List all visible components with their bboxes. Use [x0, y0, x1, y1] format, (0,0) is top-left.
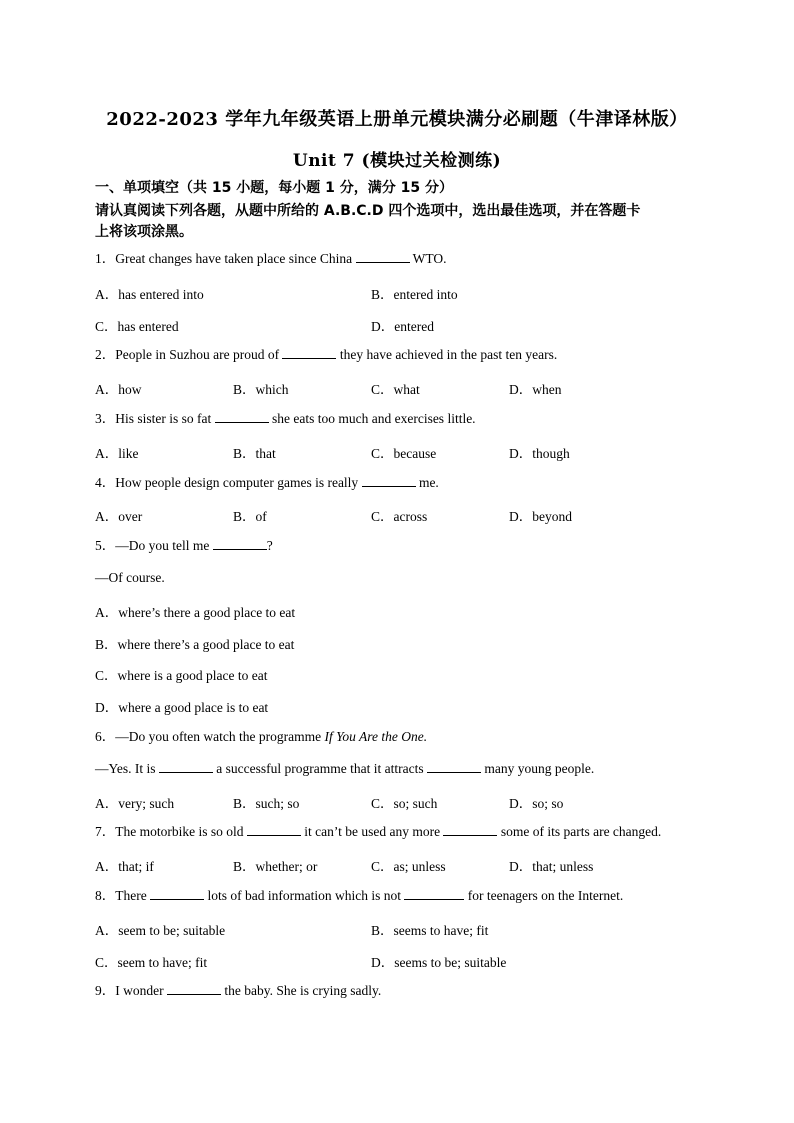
- question-7-stem: [95, 823, 661, 841]
- question-5-reply: —Of course.: [95, 570, 165, 585]
- question-8-option-b: B．seems to have; fit: [371, 923, 489, 938]
- answer-blank: [215, 410, 269, 423]
- answer-blank: [356, 250, 410, 263]
- question-8-option-d: D．seems to be; suitable: [371, 955, 507, 970]
- answer-blank: [362, 474, 416, 487]
- question-1-option-c: C．has entered: [95, 319, 179, 334]
- stem-text: the baby. She is crying sadly.: [220, 983, 382, 998]
- stem-text: for teenagers on the Internet.: [464, 888, 624, 903]
- stem-text: 1．Great changes have taken place since China: [95, 251, 356, 266]
- page-subtitle: Unit 7 (模块过关检测练): [292, 151, 502, 171]
- question-8-option-c: C．seem to have; fit: [95, 955, 208, 970]
- question-2-option-c: C．what: [371, 382, 420, 397]
- stem-text: 5．—Do you tell me: [95, 538, 213, 553]
- section-instruction-line-1: 请认真阅读下列各题，从题中所给的 A.B.C.D 四个选项中，选出最佳选项，并在答题卡: [95, 203, 641, 219]
- question-4-stem: [95, 474, 439, 492]
- question-5-option-a: A．where’s there a good place to eat: [95, 605, 296, 620]
- question-2-stem: [95, 346, 557, 364]
- stem-text: 8．There: [95, 888, 151, 903]
- question-6-reply: [95, 760, 594, 778]
- question-7-option-a: A．that; if: [95, 859, 154, 874]
- question-6-stem: [95, 728, 427, 746]
- question-6-option-c: C．so; such: [371, 796, 438, 811]
- question-2-option-a: A．how: [95, 382, 142, 397]
- question-6-option-a: A．very; such: [95, 796, 175, 811]
- question-7-option-d: D．that; unless: [509, 859, 594, 874]
- stem-text: ?: [266, 538, 273, 553]
- stem-text: a successful programme that it attracts: [212, 761, 427, 776]
- stem-text: 6．—Do you often watch the programme: [95, 729, 325, 744]
- question-1-option-a: A．has entered into: [95, 287, 204, 302]
- stem-text: me.: [415, 475, 439, 490]
- answer-blank: [159, 760, 213, 773]
- question-1-stem: [95, 250, 447, 268]
- question-5-stem: [95, 537, 273, 555]
- question-8-stem: [95, 887, 623, 905]
- stem-text: 3．His sister is so fat: [95, 411, 215, 426]
- question-1-option-d: D．entered: [371, 319, 434, 334]
- stem-text: WTO.: [409, 251, 447, 266]
- question-8-option-a: A．seem to be; suitable: [95, 923, 226, 938]
- stem-text: lots of bad information which is not: [204, 888, 405, 903]
- stem-text: many young people.: [480, 761, 595, 776]
- section-heading: 一、单项填空（共 15 小题，每小题 1 分，满分 15 分）: [95, 180, 453, 196]
- stem-text: 2．People in Suzhou are proud of: [95, 347, 283, 362]
- stem-text: they have achieved in the past ten years.: [336, 347, 558, 362]
- stem-text: she eats too much and exercises little.: [268, 411, 476, 426]
- answer-blank: [427, 760, 481, 773]
- question-9-stem: [95, 982, 381, 1000]
- section-instruction-line-2: 上将该项涂黑。: [95, 224, 193, 240]
- question-3-option-b: B．that: [233, 446, 276, 461]
- question-2-option-b: B．which: [233, 382, 289, 397]
- stem-text: some of its parts are changed.: [497, 824, 662, 839]
- answer-blank: [167, 982, 221, 995]
- question-3-option-c: C．because: [371, 446, 437, 461]
- answer-blank: [404, 887, 464, 900]
- question-6-option-b: B．such; so: [233, 796, 300, 811]
- question-6-option-d: D．so; so: [509, 796, 564, 811]
- stem-text: 7．The motorbike is so old: [95, 824, 247, 839]
- question-3-stem: [95, 410, 476, 428]
- question-3-option-a: A．like: [95, 446, 139, 461]
- answer-blank: [247, 823, 301, 836]
- answer-blank: [213, 537, 267, 550]
- answer-blank: [443, 823, 497, 836]
- stem-text: 4．How people design computer games is really: [95, 475, 362, 490]
- programme-title: If You Are the One.: [324, 729, 428, 744]
- question-7-option-b: B．whether; or: [233, 859, 318, 874]
- question-3-option-d: D．though: [509, 446, 570, 461]
- question-5-option-c: C．where is a good place to eat: [95, 668, 268, 683]
- question-4-option-c: C．across: [371, 509, 428, 524]
- question-4-option-a: A．over: [95, 509, 143, 524]
- question-5-option-b: B．where there’s a good place to eat: [95, 637, 295, 652]
- answer-blank: [150, 887, 204, 900]
- question-4-option-d: D．beyond: [509, 509, 572, 524]
- answer-blank: [282, 346, 336, 359]
- question-7-option-c: C．as; unless: [371, 859, 446, 874]
- page-title: 2022-2023 学年九年级英语上册单元模块满分必刷题（牛津译林版）: [106, 109, 688, 130]
- stem-text: it can’t be used any more: [300, 824, 444, 839]
- question-1-option-b: B．entered into: [371, 287, 458, 302]
- question-2-option-d: D．when: [509, 382, 562, 397]
- question-5-option-d: D．where a good place is to eat: [95, 700, 269, 715]
- question-4-option-b: B．of: [233, 509, 267, 524]
- stem-text: 9．I wonder: [95, 983, 167, 998]
- stem-text: —Yes. It is: [95, 761, 159, 776]
